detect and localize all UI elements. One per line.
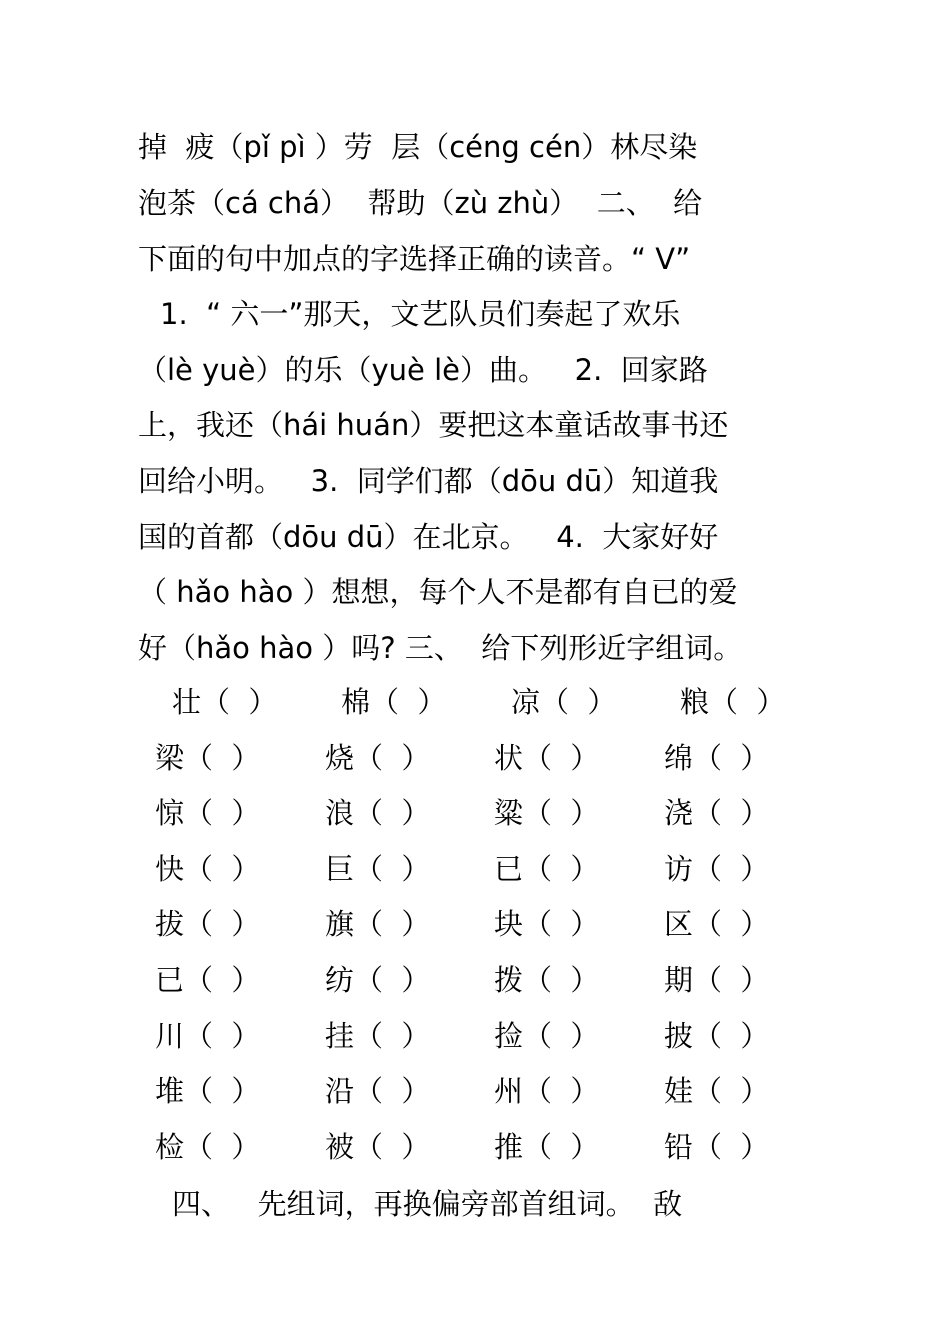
grid-cell: 拨（ ） (494, 963, 600, 997)
grid-cell: 状（ ） (494, 741, 600, 775)
grid-row (0, 847, 950, 891)
paragraph-line-5: （lè yuè）的乐（yuè lè）曲。 2. 回家路 (138, 353, 708, 387)
grid-cell: 绵（ ） (664, 741, 770, 775)
grid-cell: 铅（ ） (664, 1130, 770, 1164)
grid-row (0, 958, 950, 1002)
grid-cell: 挂（ ） (325, 1019, 431, 1053)
paragraph-line-1: 掉 疲（pǐ pì ）劳 层（céng cén）林尽染 (138, 130, 698, 164)
grid-cell: 推（ ） (494, 1130, 600, 1164)
grid-cell: 壮（ ） (172, 685, 278, 719)
grid-cell: 披（ ） (664, 1019, 770, 1053)
grid-cell: 拔（ ） (155, 907, 261, 941)
grid-cell: 凉（ ） (511, 685, 617, 719)
grid-cell: 旗（ ） (325, 907, 431, 941)
grid-cell: 粱（ ） (494, 796, 600, 830)
grid-cell: 川（ ） (155, 1019, 261, 1053)
grid-cell: 已（ ） (155, 963, 261, 997)
section-four-heading: 四、 先组词，再换偏旁部首组词。 敌 (172, 1187, 683, 1221)
paragraph-line-8: 国的首都（dōu dū）在北京。 4. 大家好好 (138, 520, 719, 554)
grid-cell: 浇（ ） (664, 796, 770, 830)
grid-cell: 期（ ） (664, 963, 770, 997)
grid-row (0, 1069, 950, 1113)
grid-cell: 纺（ ） (325, 963, 431, 997)
grid-cell: 沿（ ） (325, 1074, 431, 1108)
grid-cell: 浪（ ） (325, 796, 431, 830)
grid-cell: 块（ ） (494, 907, 600, 941)
grid-cell: 区（ ） (664, 907, 770, 941)
grid-cell: 捡（ ） (494, 1019, 600, 1053)
grid-cell: 粮（ ） (680, 685, 786, 719)
paragraph-line-6: 上，我还（hái huán）要把这本童话故事书还 (138, 408, 729, 442)
grid-row (0, 1014, 950, 1058)
grid-cell: 快（ ） (155, 852, 261, 886)
grid-row (0, 1125, 950, 1169)
paragraph-line-9: （ hǎo hào ）想想，每个人不是都有自已的爱 (138, 575, 738, 609)
grid-row (0, 791, 950, 835)
grid-cell: 访（ ） (664, 852, 770, 886)
grid-cell: 惊（ ） (155, 796, 261, 830)
grid-row (0, 736, 950, 780)
grid-cell: 娃（ ） (664, 1074, 770, 1108)
grid-cell: 梁（ ） (155, 741, 261, 775)
grid-cell: 堆（ ） (155, 1074, 261, 1108)
paragraph-line-10: 好（hǎo hào ）吗? 三、 给下列形近字组词。 (138, 631, 743, 665)
paragraph-line-4: 1. “ 六一”那天，文艺队员们奏起了欢乐 (160, 297, 681, 331)
paragraph-line-3: 下面的句中加点的字选择正确的读音。“ V” (138, 242, 691, 276)
paragraph-line-2: 泡茶（cá chá） 帮助（zù zhù） 二、 给 (138, 186, 703, 220)
grid-cell: 检（ ） (155, 1130, 261, 1164)
grid-cell: 巨（ ） (325, 852, 431, 886)
grid-row (0, 680, 950, 724)
grid-cell: 烧（ ） (325, 741, 431, 775)
grid-cell: 棉（ ） (341, 685, 447, 719)
paragraph-line-7: 回给小明。 3. 同学们都（dōu dū）知道我 (138, 464, 719, 498)
grid-cell: 被（ ） (325, 1130, 431, 1164)
grid-cell: 已（ ） (494, 852, 600, 886)
grid-cell: 州（ ） (494, 1074, 600, 1108)
grid-row (0, 902, 950, 946)
